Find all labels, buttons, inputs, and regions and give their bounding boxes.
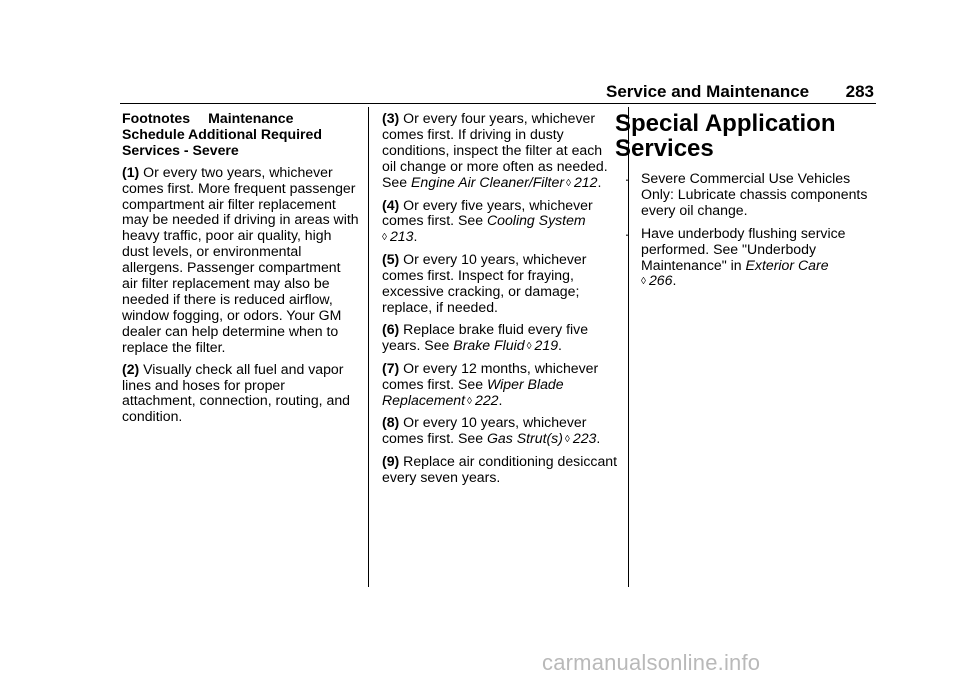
footnote-number: (6) xyxy=(382,320,400,337)
footnote-9 xyxy=(382,454,618,486)
footnote-number: (1) xyxy=(122,163,140,180)
page-number: 283 xyxy=(845,82,874,101)
page-reference-link[interactable]: 266 xyxy=(648,272,673,289)
footnote-number: (8) xyxy=(382,414,400,431)
section-header-title: Service and Maintenance xyxy=(606,82,810,101)
footnote-text: Or every 12 months, whichever comes first. See xyxy=(382,359,599,392)
bullet-marker: . xyxy=(625,222,629,239)
footnote-text: Or every 10 years, whichever comes first. See xyxy=(382,414,587,447)
page-reference-icon: ◊ xyxy=(564,434,570,446)
page-reference-link[interactable]: 212 xyxy=(573,173,598,190)
list-item: . Have underbody flushing service performed. See "Underbody Maintenance" in Exterior Care ◊ 266. xyxy=(625,222,846,289)
page-reference-link[interactable]: 213 xyxy=(389,228,414,245)
page-reference-link[interactable]: 223 xyxy=(572,430,597,447)
footnote-1 xyxy=(122,165,360,356)
column-2 xyxy=(382,111,618,492)
column-divider-1 xyxy=(368,107,369,587)
footnote-number: (5) xyxy=(382,251,400,268)
page-reference-icon: ◊ xyxy=(467,395,472,407)
page-reference-link[interactable]: 222 xyxy=(475,391,499,408)
cross-reference-link[interactable]: Brake Fluid xyxy=(453,336,525,353)
page-reference-icon: ◊ xyxy=(641,276,646,288)
cross-reference-link[interactable]: Engine Air Cleaner/Filter xyxy=(411,173,565,190)
footnote-number: (2) xyxy=(122,360,140,377)
footnotes-heading xyxy=(122,111,360,159)
list-item-text: Severe Commercial Use Vehicles Only: Lubricate chassis components every oil change. xyxy=(641,170,868,218)
page-reference-icon: ◊ xyxy=(526,340,532,352)
footnote-text: Or every 10 years, whichever comes first. Inspect for fraying, excessive cracking, or damage; replace, if needed. xyxy=(382,251,587,315)
bullet-marker: . xyxy=(625,168,629,184)
page-reference-icon: ◊ xyxy=(566,177,571,189)
footnotes-label: Footnotes xyxy=(122,110,191,126)
page-reference-icon: ◊ xyxy=(382,232,387,244)
footnote-7: (7) Or every 12 months, whichever comes first. See Wiper Blade Replacement ◊ 222. xyxy=(382,359,599,408)
footnote-number: (7) xyxy=(382,359,400,376)
watermark: carmanualsonline.info xyxy=(542,650,761,675)
schedule-label: Maintenance Schedule Additional Required Services - Severe xyxy=(122,110,322,158)
special-application-title: Special Application Services xyxy=(615,110,836,162)
footnote-2 xyxy=(122,362,360,426)
page-reference-link[interactable]: 219 xyxy=(534,336,559,353)
footnote-5 xyxy=(382,252,618,316)
footnote-6: (6) Replace brake fluid every five years. See Brake Fluid ◊ 219. xyxy=(382,320,589,353)
cross-reference-link[interactable]: Exterior Care xyxy=(745,256,829,273)
header-rule xyxy=(120,103,876,104)
footnote-3: (3) Or every four years, whichever comes first. If driving in dusty conditions, inspect the filter at each oil change or more often as needed. See Engine Air Cleaner/Filter ◊ 212. xyxy=(382,110,608,190)
footnote-text: Replace brake fluid every five years. See xyxy=(382,320,589,353)
footnote-text: Or every four years, whichever comes first. If driving in dusty conditions, inspect the filter at each oil change or more often as needed. See xyxy=(382,110,608,190)
list-item xyxy=(613,168,881,219)
footnote-text: Or every two years, whichever comes first. More frequent passenger compartment air filter replacement may be needed if driving in areas with heavy traffic, poor air quality, high dust levels, or environmental allergens. Passenger compartment air filter replacement may also be needed if there is reduced airflow, window fogging, or odors. Your GM dealer can help determine when to replace the filter. xyxy=(122,163,359,355)
footnote-4: (4) Or every five years, whichever comes first. See Cooling System ◊ 213. xyxy=(382,196,593,245)
footnote-number: (4) xyxy=(382,196,400,213)
column-3 xyxy=(613,111,881,297)
cross-reference-link[interactable]: Cooling System xyxy=(486,212,586,229)
footnote-number: (3) xyxy=(382,110,400,126)
footnote-text: Visually check all fuel and vapor lines and hoses for proper attachment, connection, routing, and condition. xyxy=(122,360,350,425)
footnote-text: Or every five years, whichever comes first. See xyxy=(382,196,593,229)
list-item-text: Have underbody flushing service performed. See "Underbody Maintenance" in xyxy=(641,224,846,273)
footnote-text: Replace air conditioning desiccant every seven years. xyxy=(382,453,618,486)
cross-reference-link[interactable]: Gas Strut(s) xyxy=(486,430,563,447)
footnote-number: (9) xyxy=(382,453,400,470)
cross-reference-link[interactable]: Wiper Blade Replacement xyxy=(382,375,564,408)
column-1 xyxy=(122,111,360,431)
footnote-8: (8) Or every 10 years, whichever comes first. See Gas Strut(s) ◊ 223. xyxy=(382,414,601,447)
running-header xyxy=(606,80,876,102)
